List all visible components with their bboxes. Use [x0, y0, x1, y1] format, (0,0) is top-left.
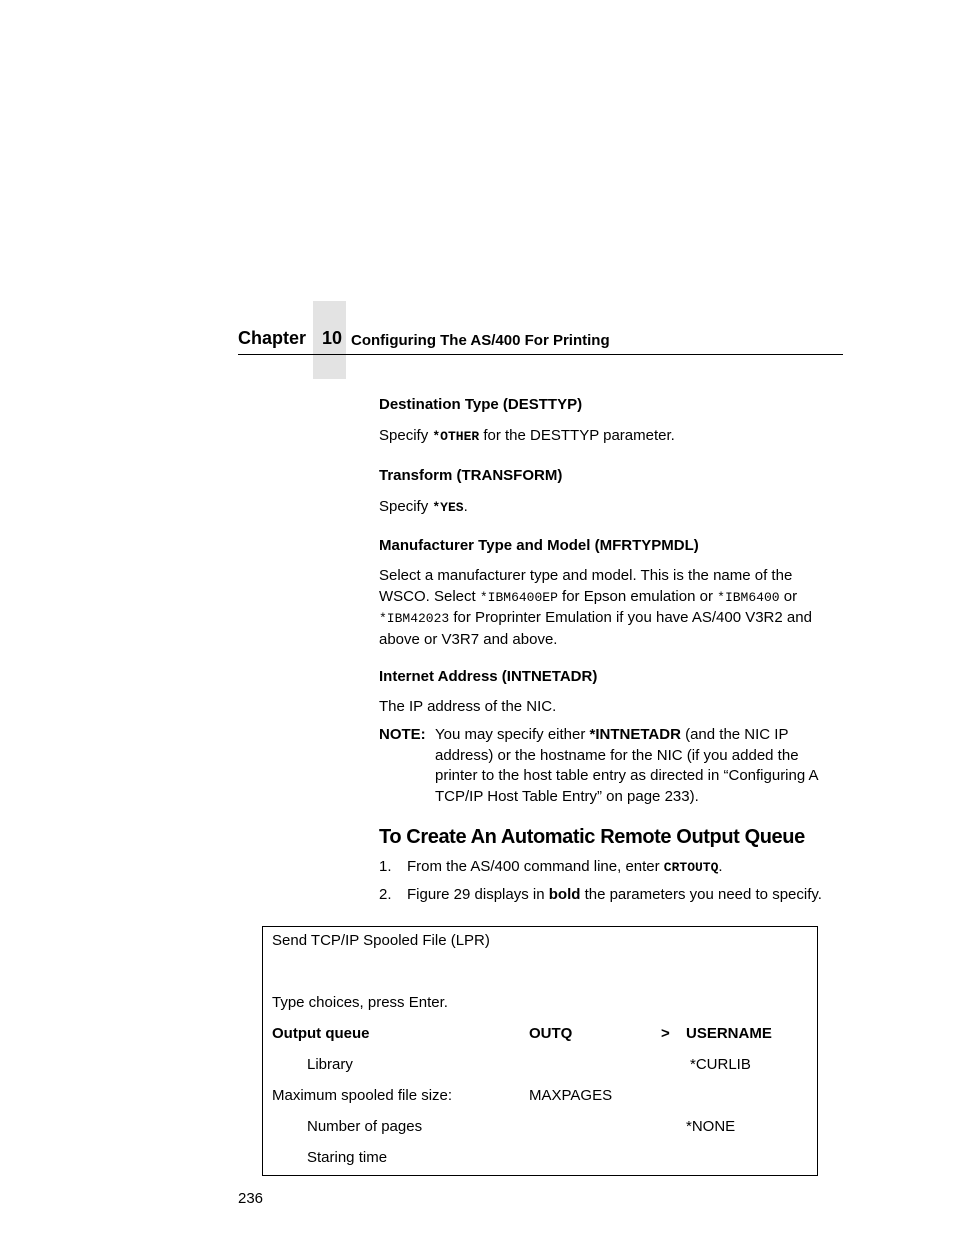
mfrtypmdl-heading: Manufacturer Type and Model (MFRTYPMDL)	[379, 537, 699, 554]
step-number: 2.	[379, 886, 392, 903]
intnetadr-body: The IP address of the NIC.	[379, 698, 557, 715]
field-label: Number of pages	[307, 1118, 423, 1135]
procedure-heading: To Create An Automatic Remote Output Queue	[379, 826, 805, 848]
field-value: USERNAME	[686, 1025, 772, 1042]
screen-title: Send TCP/IP Spooled File (LPR)	[272, 932, 490, 949]
screen-prompt: Type choices, press Enter.	[272, 994, 448, 1011]
field-keyword: OUTQ	[529, 1025, 573, 1042]
field-keyword: MAXPAGES	[529, 1087, 613, 1104]
chapter-label: Chapter	[238, 328, 307, 348]
field-value: *NONE	[686, 1118, 736, 1135]
step-text: From the AS/400 command line, enter CRTOUTQ.	[407, 858, 723, 875]
note-label: NOTE:	[379, 726, 426, 743]
transform-heading: Transform (TRANSFORM)	[379, 467, 563, 484]
chapter-title: Configuring The AS/400 For Printing	[351, 332, 610, 349]
chapter-number: 10	[322, 328, 343, 348]
step-number: 1.	[379, 858, 392, 875]
field-label: Library	[307, 1056, 353, 1073]
field-label: Maximum spooled file size:	[272, 1087, 453, 1104]
note-body: You may specify either *INTNETADR (and the NIC IP address) or the hostname for the NIC (if you added the printer to the host table entry as directed in “Configuring A TCP/IP Host Table Entry” on page 233).	[435, 726, 818, 805]
mfrtypmdl-body: Select a manufacturer type and model. This is the name of the WSCO. Select *IBM6400EP for Epson emulation or *IBM6400 or *IBM42023 for Proprinter Emulation if you have AS/400 V3R2 and above or V3R7 and above.	[379, 567, 812, 648]
field-label: Staring time	[307, 1149, 388, 1166]
desttyp-heading: Destination Type (DESTTYP)	[379, 396, 583, 413]
step-text: Figure 29 displays in bold the parameters you need to specify.	[407, 886, 822, 903]
intnetadr-heading: Internet Address (INTNETADR)	[379, 668, 598, 685]
page-number: 236	[238, 1190, 264, 1207]
field-label: Output queue	[272, 1025, 370, 1042]
field-value: *CURLIB	[690, 1056, 751, 1073]
desttyp-body: Specify *OTHER for the DESTTYP parameter.	[379, 427, 675, 444]
transform-body: Specify *YES.	[379, 498, 468, 515]
header-rule	[238, 354, 843, 355]
field-marker: >	[661, 1025, 670, 1042]
lpr-screen-figure	[262, 926, 818, 1176]
